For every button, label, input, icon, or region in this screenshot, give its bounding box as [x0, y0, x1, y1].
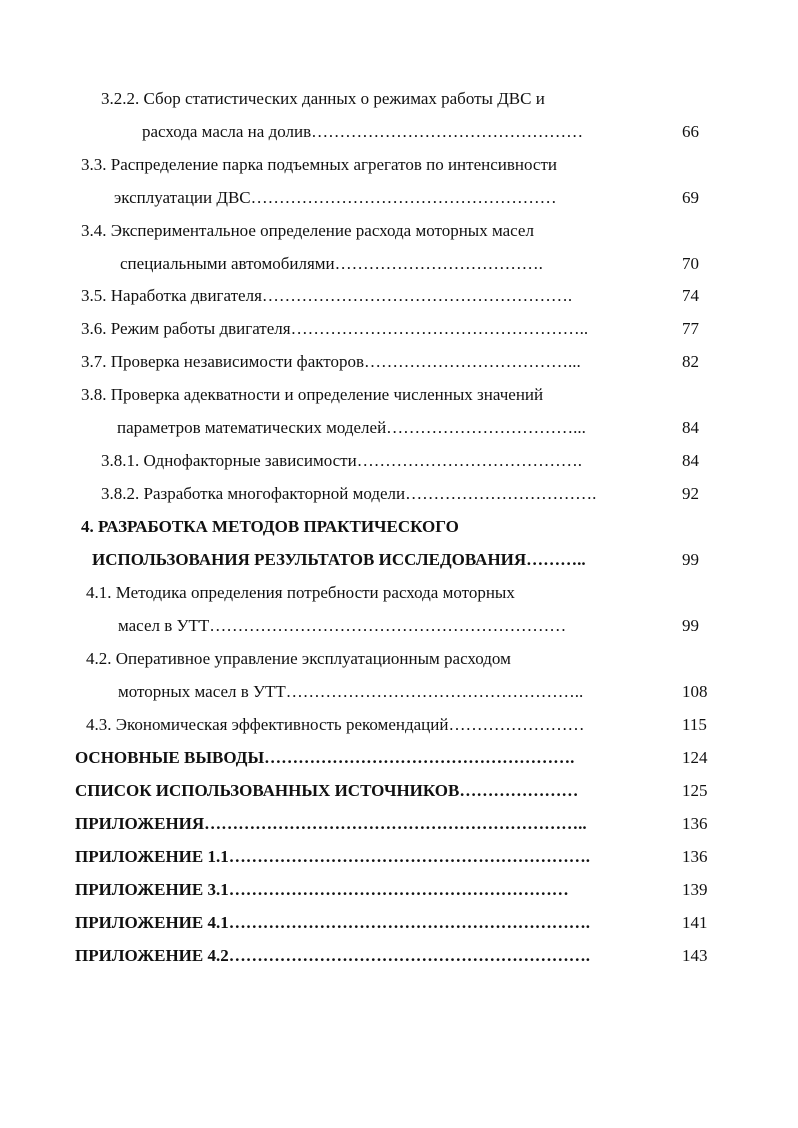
toc-entry-4-2-line-1: 4.2. Оперативное управление эксплуатационным расходом — [86, 649, 511, 668]
toc-entry-appendix-4-1: ПРИЛОЖЕНИЕ 4.1………………………………………………………. — [75, 913, 590, 932]
toc-entry-3-6: 3.6. Режим работы двигателя…………………………………………….. — [81, 319, 589, 338]
toc-entry-appendix-1-1: ПРИЛОЖЕНИЕ 1.1………………………………………………………. — [75, 847, 590, 866]
toc-entry-chapter-4-line-1: 4. РАЗРАБОТКА МЕТОДОВ ПРАКТИЧЕСКОГО — [81, 517, 459, 536]
toc-entry-3-8-line-2: параметров математических моделей……………………………... — [117, 418, 586, 437]
toc-entry-4-3: 4.3. Экономическая эффективность рекомендаций…………………… — [86, 715, 585, 734]
toc-page-3-7: 82 — [682, 352, 699, 371]
toc-page-3-6: 77 — [682, 319, 699, 338]
toc-entry-3-8-1: 3.8.1. Однофакторные зависимости…………………………………. — [101, 451, 582, 470]
toc-entry-references: СПИСОК ИСПОЛЬЗОВАННЫХ ИСТОЧНИКОВ………………… — [75, 781, 579, 800]
toc-page-3-2-2: 66 — [682, 122, 699, 141]
toc-page-4-3: 115 — [682, 715, 707, 734]
toc-page-appendix-4-1: 141 — [682, 913, 708, 932]
toc-page-conclusions: 124 — [682, 748, 708, 767]
toc-entry-3-7: 3.7. Проверка независимости факторов………………………………... — [81, 352, 581, 371]
toc-entry-4-2-line-2: моторных масел в УТТ…………………………………………….. — [118, 682, 584, 701]
toc-entry-3-4-line-2: специальными автомобилями………………………………. — [120, 254, 543, 273]
toc-entry-4-1-line-2: масел в УТТ……………………………………………………… — [118, 616, 567, 635]
toc-entry-3-3-line-1: 3.3. Распределение парка подъемных агрегатов по интенсивности — [81, 155, 557, 174]
toc-entry-4-1-line-1: 4.1. Методика определения потребности расхода моторных — [86, 583, 515, 602]
toc-entry-conclusions: ОСНОВНЫЕ ВЫВОДЫ………………………………………………. — [75, 748, 575, 767]
toc-page-3-8: 84 — [682, 418, 699, 437]
toc-page-3-5: 74 — [682, 286, 699, 305]
toc-page-appendices: 136 — [682, 814, 708, 833]
toc-entry-appendix-4-2: ПРИЛОЖЕНИЕ 4.2………………………………………………………. — [75, 946, 590, 965]
toc-page-appendix-1-1: 136 — [682, 847, 708, 866]
toc-entry-3-8-2: 3.8.2. Разработка многофакторной модели……………………………. — [101, 484, 597, 503]
toc-page-3-8-2: 92 — [682, 484, 699, 503]
toc-page-references: 125 — [682, 781, 708, 800]
toc-entry-3-8-line-1: 3.8. Проверка адекватности и определение численных значений — [81, 385, 544, 404]
toc-page-3-8-1: 84 — [682, 451, 699, 470]
toc-page-3-3: 69 — [682, 188, 699, 207]
toc-entry-3-3-line-2: эксплуатации ДВС……………………………………………… — [114, 188, 557, 207]
toc-entry-3-5: 3.5. Наработка двигателя………………………………………………. — [81, 286, 573, 305]
toc-entry-3-4-line-1: 3.4. Экспериментальное определение расхода моторных масел — [81, 221, 534, 240]
toc-page-4-1: 99 — [682, 616, 699, 635]
toc-page-4-2: 108 — [682, 682, 708, 701]
toc-page-chapter-4: 99 — [682, 550, 699, 569]
toc-entry-appendix-3-1: ПРИЛОЖЕНИЕ 3.1…………………………………………………… — [75, 880, 569, 899]
toc-page-appendix-3-1: 139 — [682, 880, 708, 899]
toc-entry-appendices: ПРИЛОЖЕНИЯ………………………………………………………….. — [75, 814, 587, 833]
toc-page-3-4: 70 — [682, 254, 699, 273]
toc-entry-chapter-4-line-2: ИСПОЛЬЗОВАНИЯ РЕЗУЛЬТАТОВ ИССЛЕДОВАНИЯ……….. — [92, 550, 586, 569]
toc-entry-3-2-2-line-2: расхода масла на долив………………………………………… — [142, 122, 584, 141]
toc-entry-3-2-2-line-1: 3.2.2. Сбор статистических данных о режимах работы ДВС и — [101, 89, 545, 108]
toc-page-appendix-4-2: 143 — [682, 946, 708, 965]
